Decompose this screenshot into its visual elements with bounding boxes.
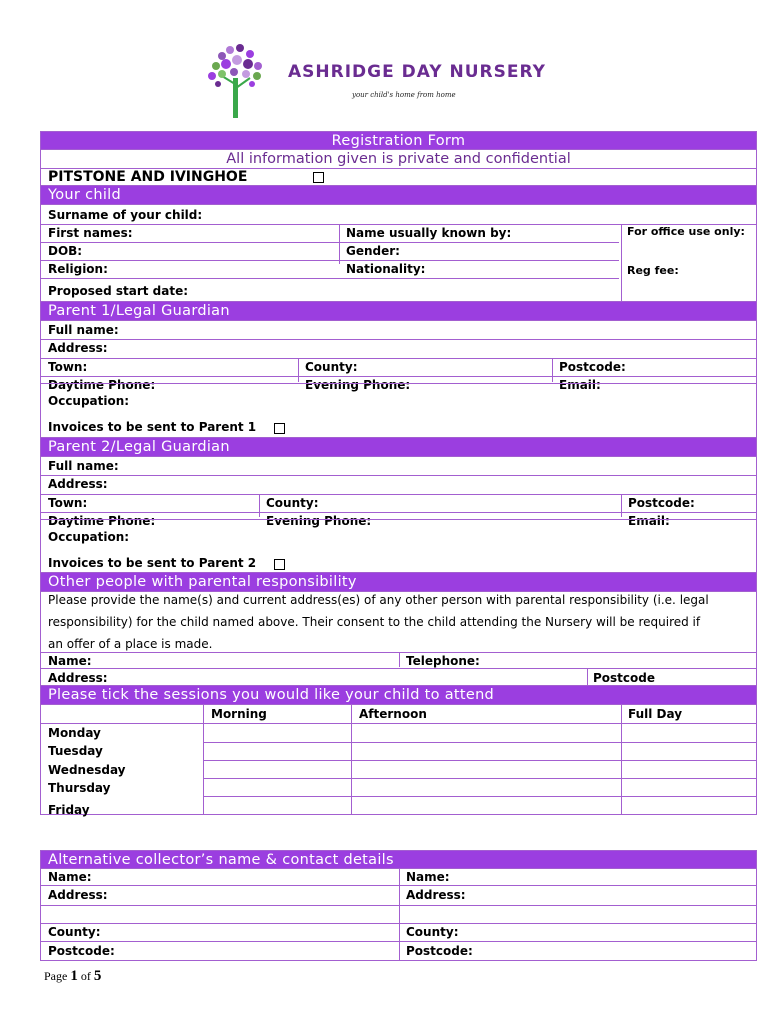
- col-morning: Morning: [211, 707, 267, 721]
- col-afternoon: Afternoon: [359, 707, 427, 721]
- page-current: 1: [70, 968, 78, 984]
- location-row: [40, 169, 757, 186]
- nursery-tagline: your child's home from home: [352, 91, 456, 99]
- p1-day-phone-field[interactable]: Daytime Phone:: [48, 378, 156, 392]
- section-parent-2: [40, 438, 757, 457]
- page-number: [44, 968, 101, 985]
- p2-full-name-field[interactable]: Full name:: [48, 459, 119, 473]
- form-title-bar: [40, 131, 757, 150]
- collector-details: [40, 869, 757, 961]
- child-details: [40, 205, 757, 302]
- p2-invoices-checkbox[interactable]: [274, 559, 285, 570]
- collector-2-name-field[interactable]: Name:: [406, 870, 450, 884]
- nursery-logo: [200, 38, 600, 128]
- collector-2-postcode-field[interactable]: Postcode:: [406, 944, 473, 958]
- day-thursday: Thursday: [48, 781, 111, 795]
- others-instructions-2: responsibility) for the child named above. Their consent to the child attending the Nursery will be required if: [48, 615, 701, 629]
- p1-invoices-checkbox[interactable]: [274, 423, 285, 434]
- reg-fee-label: Reg fee:: [627, 264, 679, 277]
- location-checkbox[interactable]: [313, 172, 324, 183]
- p2-county-field[interactable]: County:: [266, 496, 319, 510]
- collector-1-address-field[interactable]: Address:: [48, 888, 108, 902]
- parent-2-details: [40, 457, 757, 573]
- others-instructions-3: an offer of a place is made.: [48, 637, 213, 651]
- p1-town-field[interactable]: Town:: [48, 360, 88, 374]
- section-your-child: [40, 186, 757, 205]
- section-other-people: [40, 573, 757, 592]
- surname-field[interactable]: Surname of your child:: [48, 208, 203, 222]
- section-sessions: [40, 686, 757, 705]
- section-heading: Other people with parental responsibility: [48, 574, 357, 590]
- nursery-name: ASHRIDGE DAY NURSERY: [288, 62, 546, 82]
- day-monday: Monday: [48, 726, 101, 740]
- other-people-details: [40, 592, 757, 686]
- collector-1-postcode-field[interactable]: Postcode:: [48, 944, 115, 958]
- collector-2-address-field[interactable]: Address:: [406, 888, 466, 902]
- tree-logo-icon: [200, 38, 270, 122]
- others-telephone-field[interactable]: Telephone:: [406, 654, 480, 668]
- parent-1-details: [40, 321, 757, 438]
- page-total: 5: [93, 968, 102, 984]
- section-heading: Parent 2/Legal Guardian: [48, 439, 230, 455]
- section-heading: Your child: [48, 187, 121, 203]
- form-subtitle-row: [40, 150, 757, 169]
- others-instructions-1: Please provide the name(s) and current address(es) of any other person with parental responsibility (i.e. legal: [48, 593, 709, 607]
- p2-eve-phone-field[interactable]: Evening Phone:: [266, 514, 372, 528]
- day-wednesday: Wednesday: [48, 763, 126, 777]
- start-date-field[interactable]: Proposed start date:: [48, 284, 189, 298]
- p1-postcode-field[interactable]: Postcode:: [559, 360, 626, 374]
- day-tuesday: Tuesday: [48, 744, 103, 758]
- page-prefix: Page: [44, 969, 68, 983]
- p2-address-field[interactable]: Address:: [48, 477, 108, 491]
- others-name-field[interactable]: Name:: [48, 654, 92, 668]
- day-friday: Friday: [48, 803, 90, 817]
- section-parent-1: [40, 302, 757, 321]
- collector-2-county-field[interactable]: County:: [406, 925, 459, 939]
- office-use-label: For office use only:: [627, 225, 745, 238]
- p2-invoices-label: Invoices to be sent to Parent 2: [48, 556, 257, 570]
- col-full-day: Full Day: [628, 707, 683, 721]
- section-heading: Alternative collector’s name & contact details: [48, 852, 394, 868]
- p2-occupation-field[interactable]: Occupation:: [48, 530, 130, 544]
- dob-field[interactable]: DOB:: [48, 244, 83, 258]
- registration-form: [40, 131, 757, 961]
- section-heading: Please tick the sessions you would like your child to attend: [48, 687, 495, 703]
- form-title: Registration Form: [331, 133, 466, 149]
- p2-town-field[interactable]: Town:: [48, 496, 88, 510]
- p1-occupation-field[interactable]: Occupation:: [48, 394, 130, 408]
- p1-county-field[interactable]: County:: [305, 360, 358, 374]
- p1-email-field[interactable]: Email:: [559, 378, 601, 392]
- page-of: of: [80, 969, 91, 983]
- known-by-field[interactable]: Name usually known by:: [346, 226, 512, 240]
- p2-day-phone-field[interactable]: Daytime Phone:: [48, 514, 156, 528]
- others-postcode-field[interactable]: Postcode: [593, 671, 656, 685]
- religion-field[interactable]: Religion:: [48, 262, 108, 276]
- p2-postcode-field[interactable]: Postcode:: [628, 496, 695, 510]
- collector-1-county-field[interactable]: County:: [48, 925, 101, 939]
- p1-invoices-label: Invoices to be sent to Parent 1: [48, 420, 257, 434]
- collector-1-name-field[interactable]: Name:: [48, 870, 92, 884]
- gender-field[interactable]: Gender:: [346, 244, 400, 258]
- others-address-field[interactable]: Address:: [48, 671, 108, 685]
- sessions-table: [40, 705, 757, 815]
- location-label: PITSTONE AND IVINGHOE: [48, 169, 248, 185]
- p1-eve-phone-field[interactable]: Evening Phone:: [305, 378, 411, 392]
- first-names-field[interactable]: First names:: [48, 226, 133, 240]
- nationality-field[interactable]: Nationality:: [346, 262, 426, 276]
- section-heading: Parent 1/Legal Guardian: [48, 303, 230, 319]
- p2-email-field[interactable]: Email:: [628, 514, 670, 528]
- form-subtitle: All information given is private and confidential: [226, 151, 571, 167]
- p1-address-field[interactable]: Address:: [48, 341, 108, 355]
- p1-full-name-field[interactable]: Full name:: [48, 323, 119, 337]
- section-collector: [40, 850, 757, 869]
